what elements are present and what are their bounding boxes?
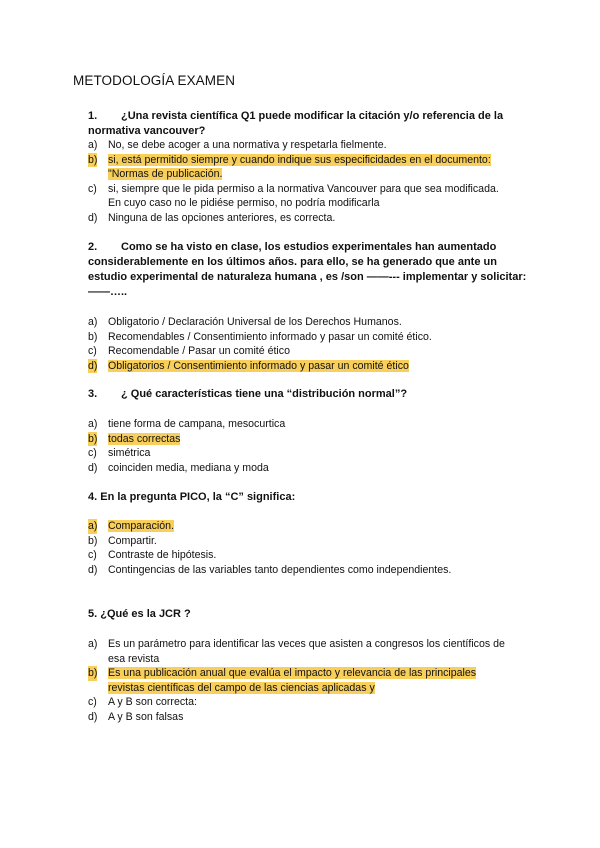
question-1-options	[88, 138, 538, 226]
option-a: a) tiene forma de campana, mesocurtica	[88, 418, 286, 430]
option-b-correct: b) todas correctas	[88, 432, 181, 445]
option-a-correct: a) Comparación.	[88, 520, 174, 532]
option-a: a) No, se debe acoger a una normativa y respetarla fielmente.	[88, 139, 387, 151]
question-number: 4.	[88, 491, 98, 503]
option-d: d) coinciden media, mediana y moda	[88, 461, 269, 474]
option-a: a) Es un parámetro para identificar las veces que asisten a congresos los científicos de esa revista	[88, 638, 505, 665]
option-c: c) si, siempre que le pida permiso a la normativa Vancouver para que sea modificada. En cuyo caso no le pidiése permiso, no podría modificarla	[88, 182, 499, 210]
question-1	[88, 109, 528, 139]
option-d: d) Ninguna de las opciones anteriores, es correcta.	[88, 211, 336, 224]
option-d-correct: d) Obligatorios / Consentimiento informado y pasar un comité ético	[88, 359, 409, 372]
question-3-options	[88, 417, 538, 475]
option-c: c) A y B son correcta:	[88, 696, 197, 709]
option-c: c) Recomendable / Pasar un comité ético	[88, 345, 290, 358]
option-b: b) Compartir.	[88, 534, 157, 547]
option-c: c) simétrica	[88, 447, 151, 460]
question-2	[88, 240, 528, 300]
question-5	[88, 607, 528, 622]
option-a: a) Obligatorio / Declaración Universal de los Derechos Humanos.	[88, 316, 402, 328]
question-4-options	[88, 519, 538, 577]
question-number: 3.	[88, 388, 98, 400]
question-2-options	[88, 315, 538, 373]
option-b-correct: b) si, está permitido siempre y cuando indique sus especificidades en el documento: "Normas de publicación.	[88, 153, 491, 181]
question-text: ¿Qué es la JCR ?	[100, 608, 191, 620]
question-text: ¿ Qué características tiene una “distribución normal”?	[121, 388, 408, 400]
option-d: d) Contingencias de las variables tanto dependientes como independientes.	[88, 563, 452, 576]
option-d: d) A y B son falsas	[88, 710, 184, 723]
question-5-options	[88, 637, 538, 725]
option-b: b) Recomendables / Consentimiento informado y pasar un comité ético.	[88, 330, 432, 343]
question-text: Como se ha visto en clase, los estudios experimentales han aumentado considerablemente en los últimos años. para ello, se ha generado que ante un estudio experimental de naturaleza humana , es /son ——--- implementar y solicitar: ——…..	[88, 241, 527, 298]
option-b-correct: b) Es una publicación anual que evalúa el impacto y relevancia de las principales revistas científicas del campo de las ciencias aplicadas y	[88, 667, 477, 694]
question-text: ¿Una revista científica Q1 puede modificar la citación y/o referencia de la normativa vancouver?	[88, 110, 504, 137]
page-title: METODOLOGÍA EXAMEN	[73, 73, 236, 88]
question-number: 1.	[88, 110, 98, 122]
option-c: c) Contraste de hipótesis.	[88, 549, 217, 562]
question-number: 5.	[88, 608, 98, 620]
question-4	[88, 490, 528, 505]
question-number: 2.	[88, 241, 98, 253]
question-3	[88, 387, 528, 402]
question-text: En la pregunta PICO, la “C” significa:	[100, 491, 296, 503]
